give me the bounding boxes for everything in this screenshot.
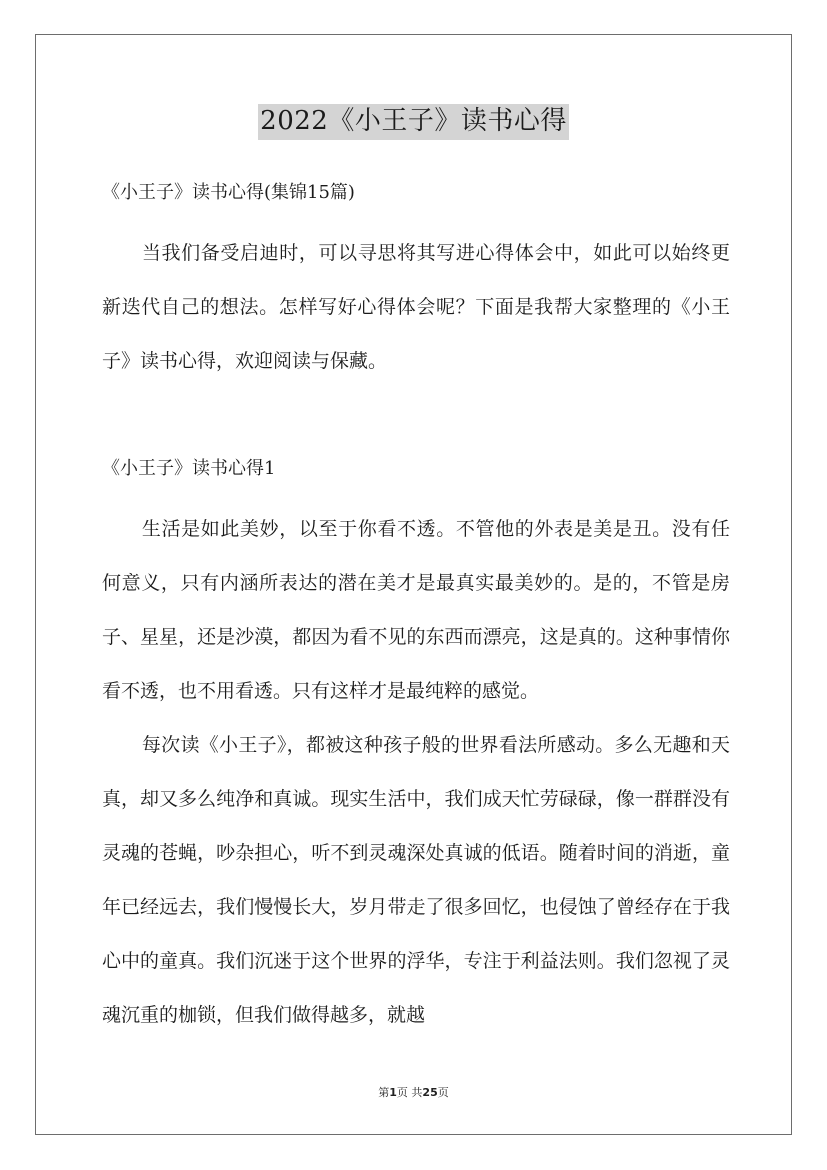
document-title <box>0 96 827 146</box>
document-body <box>102 170 730 1042</box>
footer-suffix: 页 <box>437 1086 449 1099</box>
body-paragraph-1: 生活是如此美妙，以至于你看不透。不管他的外表是美是丑。没有任何意义，只有内涵所表达的潜在美才是最真实最美妙的。是的，不管是房子、星星，还是沙漠，都因为看不见的东西而漂亮，这是真的。这种事情你看不透，也不用看透。只有这样才是最纯粹的感觉。 <box>102 518 730 702</box>
document-subtitle: 《小王子》读书心得(集锦15篇) <box>102 182 355 203</box>
footer-prefix: 第 <box>378 1086 390 1099</box>
body-paragraph-2: 每次读《小王子》，都被这种孩子般的世界看法所感动。多么无趣和天真，却又多么纯净和真诚。现实生活中，我们成天忙劳碌碌，像一群群没有灵魂的苍蝇，吵杂担心，听不到灵魂深处真诚的低语。随着时间的消逝，童年已经远去，我们慢慢长大，岁月带走了很多回忆，也侵蚀了曾经存在于我心中的童真。我们沉迷于这个世界的浮华，专注于利益法则。我们忽视了灵魂沉重的枷锁，但我们做得越多，就越 <box>102 734 730 1026</box>
section-heading: 《小王子》读书心得1 <box>102 458 276 479</box>
page-footer <box>0 1084 827 1100</box>
footer-current-page: 1 <box>389 1086 397 1099</box>
footer-total-pages: 25 <box>422 1086 438 1099</box>
intro-paragraph: 当我们备受启迪时，可以寻思将其写进心得体会中，如此可以始终更新迭代自己的想法。怎样写好心得体会呢？下面是我帮大家整理的《小王子》读书心得，欢迎阅读与保藏。 <box>102 242 730 372</box>
document-title-text: 2022《小王子》读书心得 <box>258 104 569 140</box>
footer-mid: 页 共 <box>396 1086 423 1099</box>
